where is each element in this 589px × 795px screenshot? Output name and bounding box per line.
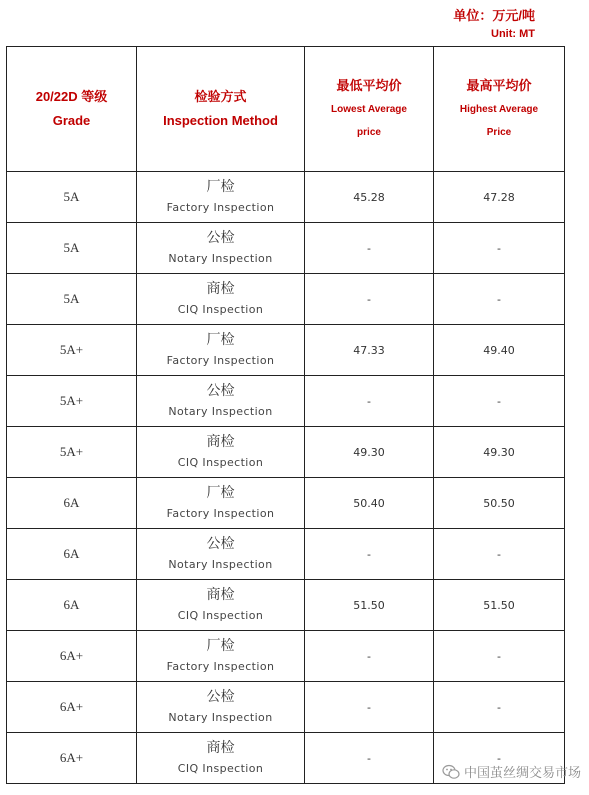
method-en: Notary Inspection xyxy=(168,252,273,265)
header-lowest-price: 最低平均价 Lowest Average price xyxy=(305,47,434,172)
lowest-price-cell: - xyxy=(305,631,434,682)
lowest-price-cell: - xyxy=(305,529,434,580)
method-cn: 厂检 xyxy=(206,332,235,348)
grade-cell: 6A+ xyxy=(7,682,137,733)
wechat-icon xyxy=(442,764,460,780)
highest-price-cell: - xyxy=(434,274,565,325)
table-row xyxy=(7,427,565,478)
header-row xyxy=(7,47,565,172)
method-en: Notary Inspection xyxy=(168,558,273,571)
lowest-price-cell: 50.40 xyxy=(305,478,434,529)
method-cn: 公检 xyxy=(206,689,235,705)
unit-cn: 单位：万元/吨 xyxy=(453,8,535,23)
lowest-price-cell: 47.33 xyxy=(305,325,434,376)
header-highest-price: 最高平均价 Highest Average Price xyxy=(434,47,565,172)
method-en: Notary Inspection xyxy=(168,711,273,724)
method-cn: 商检 xyxy=(206,281,235,297)
table-row xyxy=(7,631,565,682)
highest-price-cell: 49.30 xyxy=(434,427,565,478)
table-row xyxy=(7,172,565,223)
method-en: CIQ Inspection xyxy=(177,609,264,622)
method-cell xyxy=(137,325,305,376)
header-grade: 20/22D 等级 Grade xyxy=(7,47,137,172)
method-cn: 公检 xyxy=(206,230,235,246)
method-cell xyxy=(137,223,305,274)
table-row xyxy=(7,325,565,376)
method-en: CIQ Inspection xyxy=(177,762,264,775)
method-en: Factory Inspection xyxy=(166,507,275,520)
lowest-price-cell: 49.30 xyxy=(305,427,434,478)
highest-price-cell: 50.50 xyxy=(434,478,565,529)
lowest-price-cell: - xyxy=(305,733,434,784)
grade-cell: 6A xyxy=(7,580,137,631)
method-en: Notary Inspection xyxy=(168,405,273,418)
watermark-text: 中国茧丝绸交易市场 xyxy=(463,766,581,781)
lowest-price-cell: 51.50 xyxy=(305,580,434,631)
method-cell xyxy=(137,427,305,478)
table-row xyxy=(7,274,565,325)
method-cell xyxy=(137,682,305,733)
highest-price-cell: - xyxy=(434,223,565,274)
grade-cell: 5A+ xyxy=(7,376,137,427)
grade-cell: 6A xyxy=(7,529,137,580)
method-cn: 商检 xyxy=(206,434,235,450)
unit-note xyxy=(453,6,535,42)
method-cell xyxy=(137,529,305,580)
table-row xyxy=(7,223,565,274)
header-method: 检验方式 Inspection Method xyxy=(137,47,305,172)
price-table xyxy=(6,46,565,784)
grade-cell: 6A+ xyxy=(7,733,137,784)
highest-price-cell: - xyxy=(434,376,565,427)
method-cell xyxy=(137,631,305,682)
method-cn: 商检 xyxy=(206,587,235,603)
lowest-price-cell: - xyxy=(305,682,434,733)
highest-price-cell: 47.28 xyxy=(434,172,565,223)
table-row xyxy=(7,376,565,427)
grade-cell: 5A+ xyxy=(7,325,137,376)
method-cell xyxy=(137,172,305,223)
method-cell xyxy=(137,274,305,325)
lowest-price-cell: - xyxy=(305,274,434,325)
method-cell xyxy=(137,478,305,529)
method-cell xyxy=(137,733,305,784)
method-en: Factory Inspection xyxy=(166,660,275,673)
lowest-price-cell: - xyxy=(305,376,434,427)
method-cn: 公检 xyxy=(206,536,235,552)
grade-cell: 5A+ xyxy=(7,427,137,478)
grade-cell: 6A xyxy=(7,478,137,529)
highest-price-cell: - xyxy=(434,631,565,682)
method-cn: 商检 xyxy=(206,740,235,756)
method-cn: 公检 xyxy=(206,383,235,399)
method-en: Factory Inspection xyxy=(166,201,275,214)
unit-en: Unit: MT xyxy=(491,28,535,40)
grade-cell: 5A xyxy=(7,274,137,325)
table-row xyxy=(7,478,565,529)
method-en: Factory Inspection xyxy=(166,354,275,367)
method-cn: 厂检 xyxy=(206,638,235,654)
highest-price-cell: 51.50 xyxy=(434,580,565,631)
grade-cell: 6A+ xyxy=(7,631,137,682)
method-en: CIQ Inspection xyxy=(177,456,264,469)
highest-price-cell: - xyxy=(434,529,565,580)
method-cell xyxy=(137,580,305,631)
table-row xyxy=(7,682,565,733)
highest-price-cell: - xyxy=(434,682,565,733)
table-row xyxy=(7,529,565,580)
method-cn: 厂检 xyxy=(206,485,235,501)
grade-cell: 5A xyxy=(7,172,137,223)
highest-price-cell: - xyxy=(434,733,565,784)
method-cell xyxy=(137,376,305,427)
highest-price-cell: 49.40 xyxy=(434,325,565,376)
lowest-price-cell: 45.28 xyxy=(305,172,434,223)
lowest-price-cell: - xyxy=(305,223,434,274)
grade-cell: 5A xyxy=(7,223,137,274)
method-en: CIQ Inspection xyxy=(177,303,264,316)
table-body xyxy=(7,172,565,784)
table-row xyxy=(7,580,565,631)
watermark xyxy=(442,762,581,781)
method-cn: 厂检 xyxy=(206,179,235,195)
